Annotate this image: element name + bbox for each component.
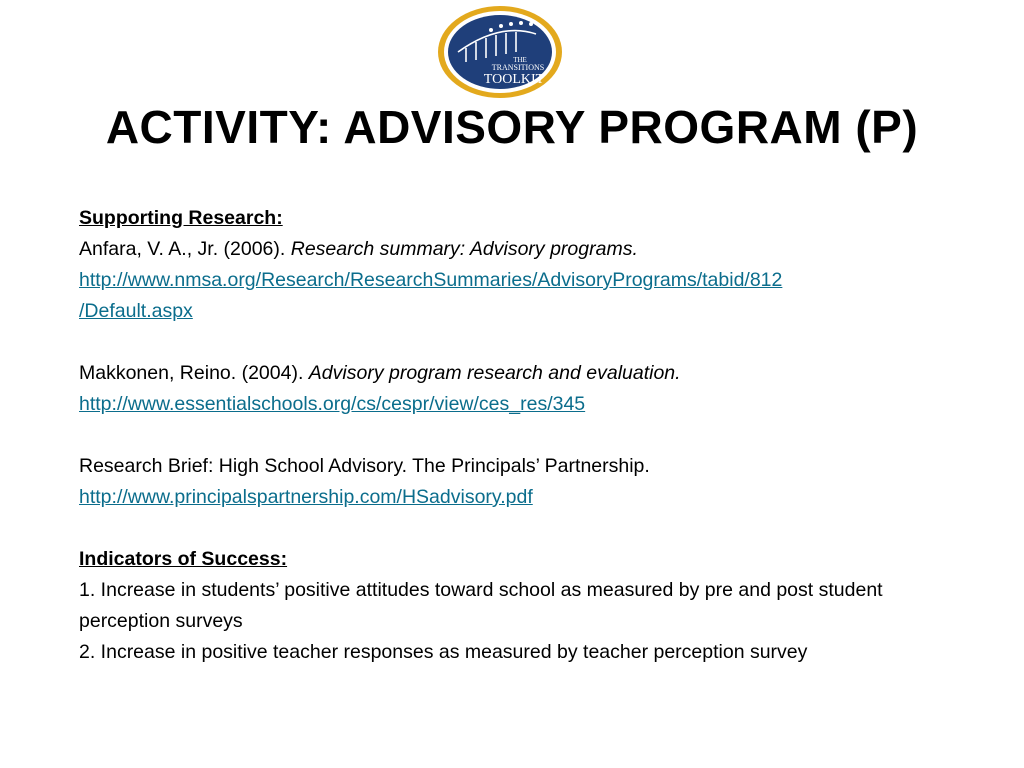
page-title: ACTIVITY: ADVISORY PROGRAM (P) — [105, 101, 919, 153]
reference-1-title: Research summary: Advisory programs. — [290, 238, 638, 260]
supporting-research-heading: Supporting Research: — [79, 207, 283, 229]
spacer — [79, 327, 959, 358]
indicator-item-2: 2. Increase in positive teacher responses as measured by teacher perception survey — [79, 641, 808, 663]
logo-text-toolkit: TOOLKIT — [483, 72, 545, 87]
reference-3: Research Brief: High School Advisory. The Principals’ Partnership. — [79, 455, 650, 477]
reference-1-link[interactable]: http://www.nmsa.org/Research/ResearchSummaries/AdvisoryPrograms/tabid/812 — [79, 269, 783, 291]
reference-2-title: Advisory program research and evaluation. — [308, 362, 681, 384]
spacer — [79, 513, 959, 544]
indicator-item-1: 1. Increase in students’ positive attitudes toward school as measured by pre and post student perception surveys — [79, 579, 883, 632]
logo-text-transitions: TRANSITIONS — [491, 63, 545, 72]
slide-body — [79, 203, 959, 668]
reference-1-link-line-2 — [79, 296, 959, 327]
logo-text-the: THE — [513, 56, 527, 64]
reference-2 — [79, 358, 959, 389]
reference-1-link-continued[interactable]: /Default.aspx — [79, 300, 193, 322]
indicators-heading: Indicators of Success: — [79, 548, 288, 570]
reference-1 — [79, 234, 959, 265]
reference-1-link-line-1 — [79, 265, 959, 296]
reference-3-link-line — [79, 482, 959, 513]
reference-3-link[interactable]: http://www.principalspartnership.com/HSadvisory.pdf — [79, 486, 533, 508]
reference-2-link-line — [79, 389, 959, 420]
spacer — [79, 420, 959, 451]
transitions-toolkit-logo — [436, 4, 564, 100]
reference-1-author: Anfara, V. A., Jr. (2006). — [79, 238, 291, 260]
reference-2-link[interactable]: http://www.essentialschools.org/cs/cespr/view/ces_res/345 — [79, 393, 586, 415]
reference-2-author: Makkonen, Reino. (2004). — [79, 362, 309, 384]
